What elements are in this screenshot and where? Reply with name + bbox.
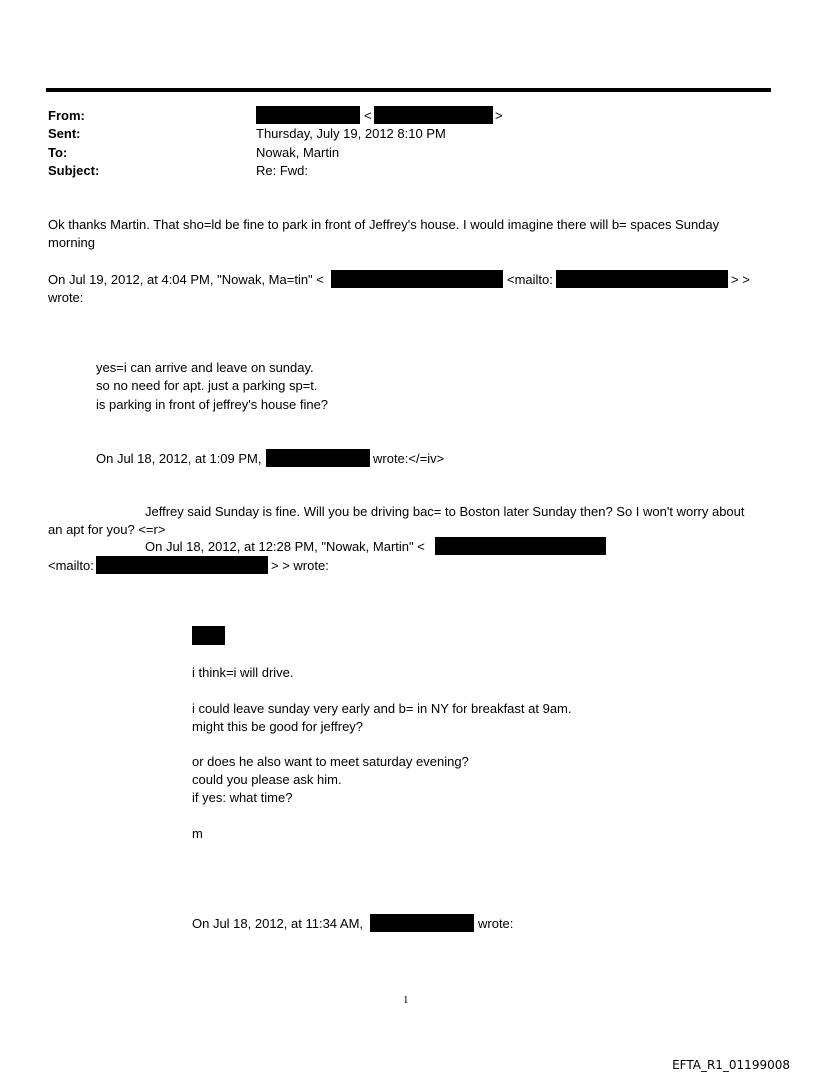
redaction-box (256, 106, 360, 124)
subject-value: Re: Fwd: (256, 163, 309, 178)
header-rule (46, 88, 771, 92)
body-line: i could leave sunday very early and b= in NY for breakfast at 9am. (192, 701, 572, 716)
mailto-close: > > wrote: (271, 558, 329, 573)
signature: m (192, 826, 203, 841)
body-line: so no need for apt. just a parking sp=t. (96, 378, 318, 393)
body-line: Ok thanks Martin. That sho=ld be fine to park in front of Jeffrey's house. I would imagine there will b= spaces Sunday (48, 217, 720, 232)
body-line: or does he also want to meet saturday evening? (192, 754, 469, 769)
redaction-box (435, 537, 606, 555)
mailto-text: <mailto: (48, 558, 94, 573)
sent-value: Thursday, July 19, 2012 8:10 PM (256, 126, 446, 141)
quote-header: On Jul 18, 2012, at 11:34 AM, (192, 916, 364, 931)
quote-header: On Jul 18, 2012, at 12:28 PM, "Nowak, Martin" < (145, 539, 425, 554)
page-number: 1 (403, 994, 409, 1006)
from-label: From: (48, 108, 85, 123)
to-value: Nowak, Martin (256, 145, 340, 160)
redaction-box (556, 270, 728, 288)
mailto-close: > > (731, 272, 750, 287)
redaction-box (331, 270, 503, 288)
body-line: Jeffrey said Sunday is fine. Will you be driving bac= to Boston later Sunday then? So I won't worry about (145, 504, 745, 519)
body-line: could you please ask him. (192, 772, 342, 787)
quote-header: On Jul 18, 2012, at 1:09 PM, (96, 451, 262, 466)
to-label: To: (48, 145, 68, 160)
sent-label: Sent: (48, 126, 81, 141)
redaction-box (374, 106, 493, 124)
body-line: morning (48, 235, 95, 250)
body-line: an apt for you? <=r> (48, 522, 166, 537)
quote-header-wrote: wrote: (48, 290, 84, 305)
redaction-box (266, 449, 370, 467)
redaction-box (96, 556, 268, 574)
from-lt: < (364, 108, 372, 123)
redaction-box (370, 914, 474, 932)
from-gt: > (495, 108, 503, 123)
quote-header-wrote: wrote: (478, 916, 514, 931)
quote-header: On Jul 19, 2012, at 4:04 PM, "Nowak, Ma=tin" < (48, 272, 324, 287)
body-line: i think=i will drive. (192, 665, 294, 680)
quote-header-wrote: wrote:</=iv> (373, 451, 445, 466)
subject-label: Subject: (48, 163, 100, 178)
body-line: is parking in front of jeffrey's house fine? (96, 397, 329, 412)
redaction-box (192, 626, 225, 645)
document-id: EFTA_R1_01199008 (672, 1058, 790, 1072)
body-line: if yes: what time? (192, 790, 293, 805)
body-line: might this be good for jeffrey? (192, 719, 364, 734)
mailto-text: <mailto: (507, 272, 553, 287)
body-line: yes=i can arrive and leave on sunday. (96, 360, 314, 375)
